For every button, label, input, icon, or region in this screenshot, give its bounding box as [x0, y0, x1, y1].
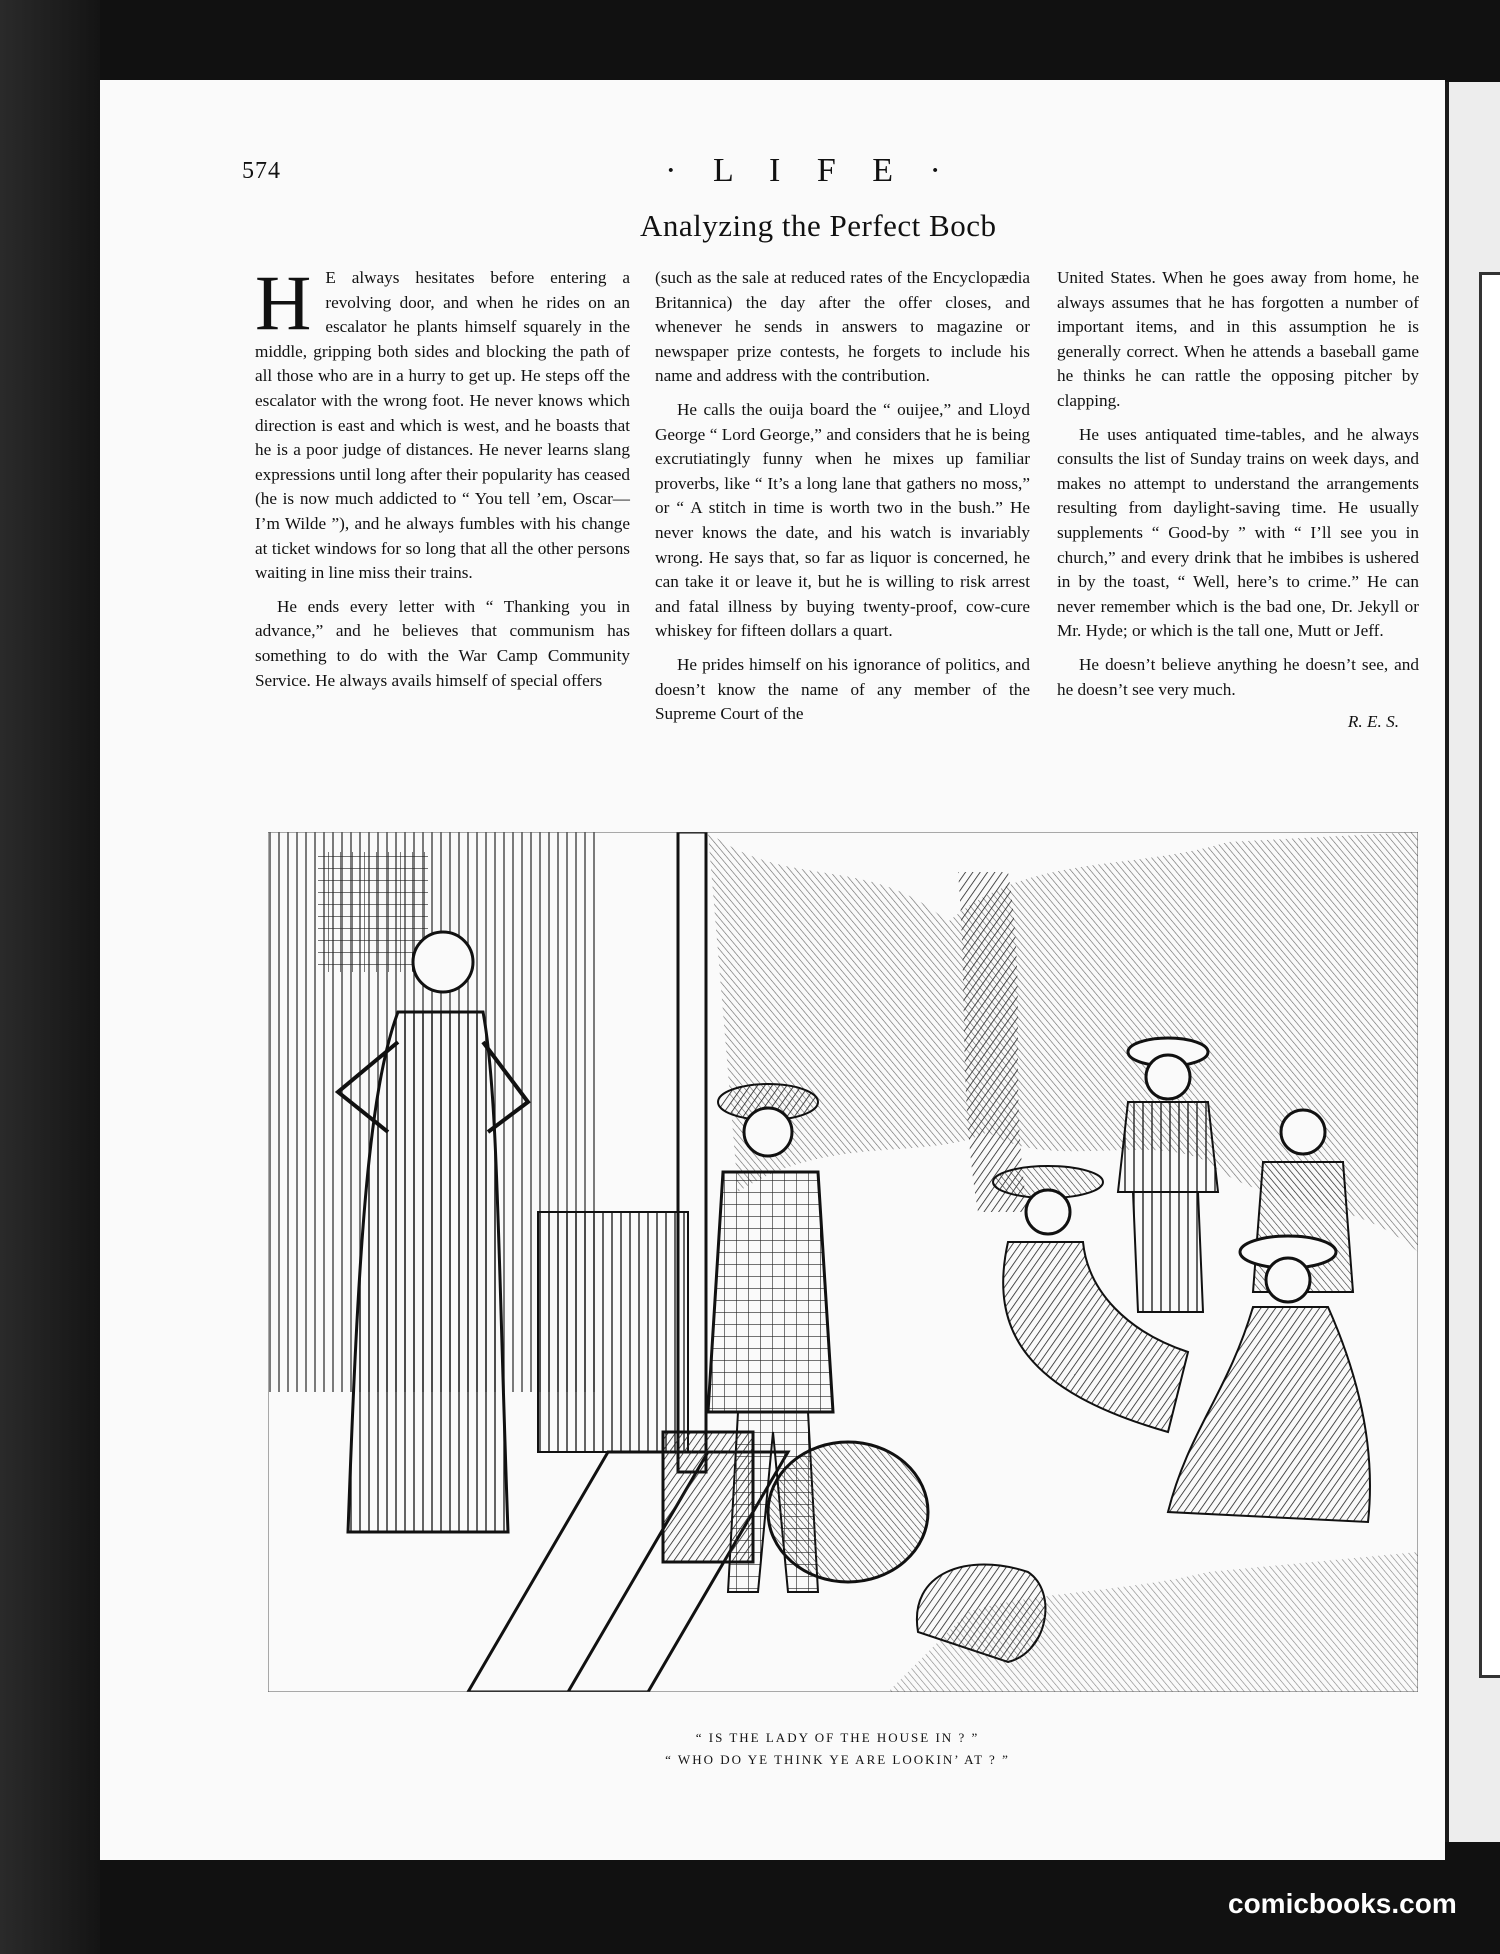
paragraph: He calls the ouija board the “ ouijee,” and Lloyd George “ Lord George,” and considers that he is being excrutiatingly funny when he mixes up familiar proverbs, like “ It’s a long lane that gathers no moss,” or “ A stitch in time is worth two in the bush.” He never knows the date, and his watch is invariably wrong. He says that, so far as liquor is concerned, he can take it or leave it, but he is willing to risk arrest and fatal illness by buying twenty-proof, cow-cure whiskey for fifteen dollars a quart.	[655, 399, 1030, 641]
article-title: Analyzing the Perfect Bocb	[640, 208, 997, 243]
article-column-1	[255, 259, 630, 693]
paragraph: (such as the sale at reduced rates of the Encyclopædia Britannica) the day after the offer closes, and whenever he sends in answers to magazine or newspaper prize contests, he forgets to include his name and address with the contribution.	[655, 268, 1030, 386]
suitcase	[663, 1432, 753, 1562]
porch-railing	[538, 1212, 688, 1452]
next-page-edge	[1445, 82, 1500, 1842]
drop-cap: H	[255, 259, 312, 346]
scan-left-shadow	[0, 0, 100, 1954]
paragraph: He doesn’t believe anything he doesn’t see, and he doesn’t see very much.	[1057, 654, 1419, 699]
site-watermark: comicbooks.com	[1228, 1888, 1457, 1919]
masthead: · L I F E ·	[665, 152, 955, 189]
paragraph: H E always hesitates before entering a revolving door, and when he rides on an escalator he plants himself squarely in the middle, gripping both sides and blocking the path of all those who are in a hurry to get up. He steps off the escalator with the wrong foot. He never knows which direction is east and which is west, and he boasts that he is a poor judge of distances. He never learns slang expressions until long after their popularity has ceased (he is now much addicted to “ You tell ’em, Oscar—I’m Wilde ”), and he always fumbles with his change at ticket windows for so long that all the other persons waiting in line miss their trains.	[255, 259, 630, 583]
travel-bag	[768, 1442, 928, 1582]
paragraph: He uses antiquated time-tables, and he always consults the list of Sunday trains on week days, and makes no attempt to understand the arrangements resulting from daylight-saving time. He usually supplements “ Good-by ” with “ I’ll see you in church,” and every drink that he imbibes is ushered in by the toast, “ Well, here’s to crime.” He can never remember which is the bad one, Dr. Jekyll or Mr. Hyde; or which is the tall one, Mutt or Jeff.	[1057, 424, 1419, 641]
cartoon-illustration	[268, 832, 1418, 1692]
cartoon-caption	[100, 1727, 1445, 1771]
window-lattice	[318, 852, 428, 972]
magazine-page	[100, 80, 1445, 1860]
author-initials: R. E. S.	[1347, 712, 1399, 732]
caption-line-1: “ IS THE LADY OF THE HOUSE IN ? ”	[695, 1730, 980, 1745]
paragraph: United States. When he goes away from home, he always assumes that he has forgotten a number of important items, and in this assumption he is generally correct. When he attends a baseball game he thinks he can rattle the opposing pitcher by clapping.	[1057, 268, 1419, 410]
paragraph: He prides himself on his ignorance of politics, and doesn’t know the name of any member of the Supreme Court of the	[655, 654, 1030, 724]
paragraph: He ends every letter with “ Thanking you in advance,” and he believes that communism has something to do with the War Camp Community Service. He always avails himself of special offers	[255, 596, 630, 690]
article-column-3	[1057, 266, 1419, 735]
caption-line-2: “ WHO DO YE THINK YE ARE LOOKIN’ AT ? ”	[665, 1752, 1010, 1767]
article-column-2	[655, 266, 1030, 727]
page-number: 574	[242, 158, 281, 184]
